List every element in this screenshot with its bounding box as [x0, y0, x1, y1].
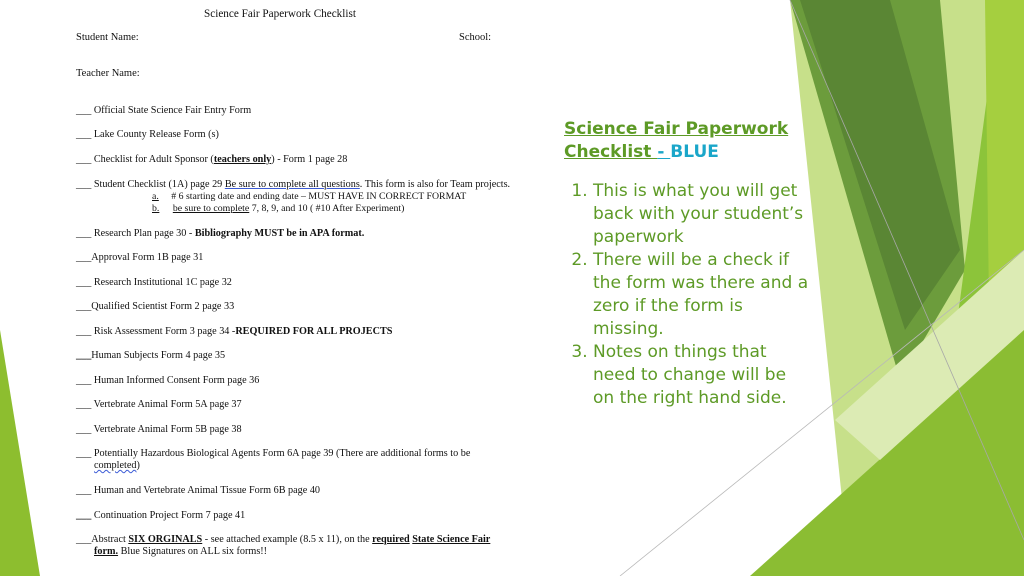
checklist-item	[76, 534, 490, 546]
checklist-item: ___ Lake County Release Form (s)	[76, 129, 219, 140]
panel-title	[564, 118, 809, 164]
document-title: Science Fair Paperwork Checklist	[204, 8, 356, 20]
item-emphasis: form.	[94, 546, 119, 557]
checklist-item-continued	[94, 460, 140, 472]
checklist-item: ___ Research Institutional 1C page 32	[76, 277, 232, 288]
checklist-item-continued	[94, 546, 267, 558]
item-blank: ___	[76, 350, 92, 361]
note-item: 1. This is what you will get back with your student’s paperwork	[593, 180, 809, 249]
item-text: ) - Form 1 page 28	[271, 154, 348, 165]
note-item: 2. There will be a check if the form was there and a zero if the form is missing.	[593, 249, 809, 341]
checklist-item	[76, 154, 347, 166]
checklist-item: ___ Official State Science Fair Entry Form	[76, 105, 252, 116]
item-emphasis: Bibliography MUST be in APA format.	[194, 228, 365, 239]
checklist-item	[76, 510, 245, 522]
checklist-item: ___Approval Form 1B page 31	[76, 252, 204, 263]
checklist-item: ___ Vertebrate Animal Form 5A page 37	[76, 399, 242, 410]
checklist-item: ___ Human and Vertebrate Animal Tissue Form 6B page 40	[76, 485, 321, 496]
checklist-item: ___ Human Informed Consent Form page 36	[76, 375, 260, 386]
teacher-name-label: Teacher Name:	[76, 68, 140, 79]
item-blank: ___	[76, 510, 92, 521]
item-text: Blue Signatures on ALL six forms!!	[118, 546, 268, 557]
item-text: - see attached example (8.5 x 11), on the	[202, 534, 373, 545]
sub-marker: a.	[152, 191, 159, 202]
item-text: ___ Checklist for Adult Sponsor (	[76, 154, 214, 165]
item-text: ___ Risk Assessment Form 3 page 34 -	[76, 326, 236, 337]
note-item: 3. Notes on things that need to change will be on the right hand side.	[593, 341, 809, 410]
item-underlined: completed	[94, 460, 137, 471]
sub-text: 7, 8, 9, and 10 ( #10 After Experiment)	[249, 203, 405, 214]
item-text: ___Abstract	[76, 534, 129, 545]
checklist-item: ___ Potentially Hazardous Biological Agents Form 6A page 39 (There are additional forms to be	[76, 448, 471, 459]
panel-title-dash: -	[657, 142, 671, 162]
panel-title-main: Science Fair Paperwork Checklist	[564, 119, 789, 162]
checklist-item	[76, 228, 364, 240]
item-text: Human Subjects Form 4 page 35	[91, 350, 226, 361]
explanation-panel	[564, 118, 809, 410]
sub-text: # 6 starting date and ending date – MUST HAVE IN CORRECT FORMAT	[171, 191, 467, 202]
sub-underlined: be sure to complete	[172, 203, 250, 214]
checklist-item	[76, 326, 392, 338]
checklist-item: ___ Vertebrate Animal Form 5B page 38	[76, 424, 242, 435]
item-text: ___ Student Checklist (1A) page 29	[76, 179, 225, 190]
panel-title-blue: BLUE	[670, 142, 719, 162]
item-text: . This form is also for Team projects.	[359, 179, 511, 190]
sub-item-b	[152, 203, 404, 214]
sub-marker: b.	[152, 203, 160, 214]
school-label: School:	[459, 32, 492, 43]
item-text: ___ Research Plan page 30 -	[76, 228, 195, 239]
item-emphasis: required	[372, 534, 410, 545]
checklist-item	[76, 350, 225, 362]
item-text: )	[136, 460, 140, 471]
item-emphasis: teachers only	[213, 154, 272, 165]
student-name-label: Student Name:	[76, 32, 139, 43]
sub-item-a	[152, 191, 466, 202]
checklist-item	[76, 179, 510, 191]
item-emphasis: State Science Fair	[412, 534, 491, 545]
item-emphasis: REQUIRED FOR ALL PROJECTS	[235, 326, 393, 337]
notes-list	[564, 180, 809, 410]
item-emphasis: SIX ORGINALS	[128, 534, 203, 545]
checklist-item: ___Qualified Scientist Form 2 page 33	[76, 301, 235, 312]
item-underlined: Be sure to complete all questions	[224, 179, 360, 190]
item-text: Continuation Project Form 7 page 41	[91, 510, 246, 521]
